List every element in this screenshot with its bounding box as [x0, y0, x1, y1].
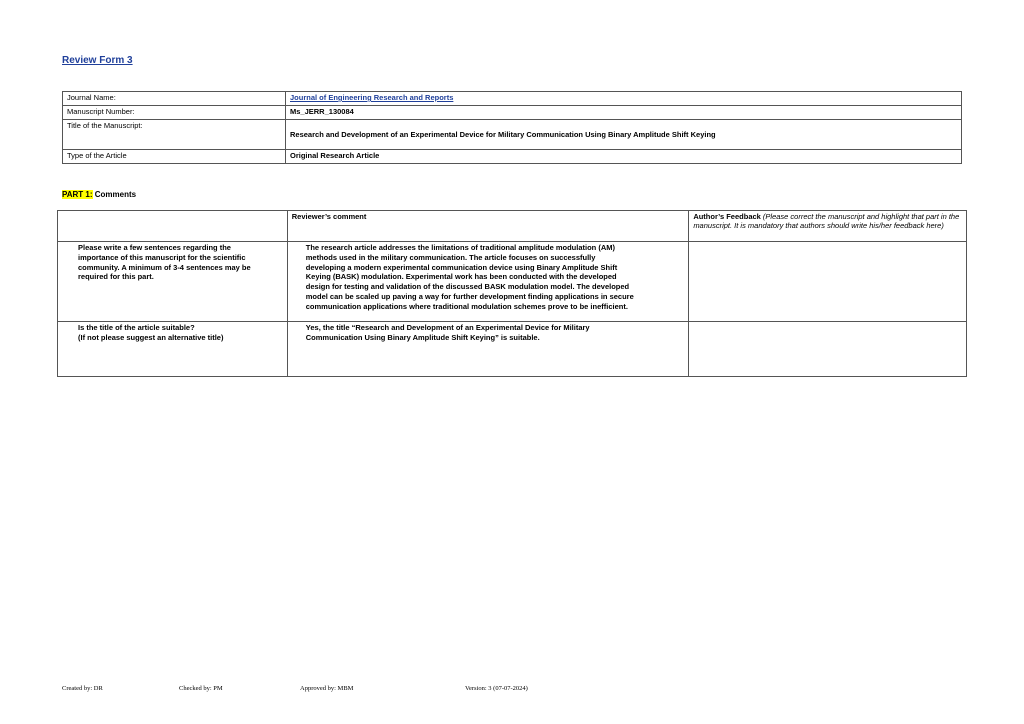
author-feedback-cell[interactable] — [689, 242, 967, 322]
comment-line: design for testing and validation of the discussed BASK modulation model. The developed — [305, 282, 630, 291]
part-number-highlight: PART 1: — [62, 190, 93, 199]
question-line: Please write a few sentences regarding the — [78, 243, 231, 252]
manuscript-title-cell — [286, 120, 962, 150]
manuscript-number-label: Manuscript Number: — [63, 106, 286, 120]
question-line: Is the title of the article suitable? — [78, 323, 195, 332]
question-cell — [58, 242, 288, 322]
reviewer-comment-header: Reviewer’s comment — [287, 211, 689, 242]
footer-created-by: Created by: DR — [62, 685, 103, 692]
footer-version: Version: 3 (07-07-2024) — [465, 685, 528, 692]
question-line: importance of this manuscript for the scientific — [78, 252, 246, 262]
question-cell — [58, 322, 288, 377]
comment-line: Keying (BASK) modulation. Experimental work has been conducted with the developed — [305, 272, 617, 282]
comments-table — [57, 210, 967, 377]
footer-checked-by: Checked by: PM — [179, 685, 223, 692]
comment-row — [58, 322, 967, 377]
comment-line: Communication Using Binary Amplitude Shift Keying” is suitable. — [305, 332, 540, 342]
manuscript-number-row — [63, 106, 962, 120]
question-line: required for this part. — [78, 272, 154, 282]
part-heading — [62, 190, 136, 199]
comment-line: developing a modern experimental communication device using Binary Amplitude Shift — [305, 262, 618, 272]
empty-header-cell — [58, 211, 288, 242]
comment-row — [58, 242, 967, 322]
article-type-row — [63, 150, 962, 164]
manuscript-info-table — [62, 91, 962, 164]
question-line: (If not please suggest an alternative title) — [78, 332, 224, 342]
article-type-value: Original Research Article — [286, 150, 962, 164]
comments-header-row — [58, 211, 967, 242]
comment-line: methods used in the military communication. The article focuses on successfully — [305, 252, 596, 262]
journal-link[interactable]: Journal of Engineering Research and Reports — [290, 93, 454, 102]
reviewer-comment-cell — [287, 242, 689, 322]
comment-line: communication applications where traditional modulation schemes prove to be inefficient. — [305, 301, 628, 311]
manuscript-number-value: Ms_JERR_130084 — [286, 106, 962, 120]
manuscript-title-row — [63, 120, 962, 150]
author-feedback-header: Author’s Feedback — [693, 212, 761, 221]
comment-line: model can be scaled up paving a way for further development finding applications in secure — [305, 291, 634, 301]
author-feedback-note: (Please correct the manuscript and highlight that part in the manuscript. It is mandatory that authors should write his/her feedback here) — [693, 212, 960, 230]
author-feedback-header-cell — [689, 211, 967, 242]
journal-label: Journal Name: — [63, 92, 286, 106]
form-title: Review Form 3 — [62, 55, 133, 66]
journal-row — [63, 92, 962, 106]
comment-line: The research article addresses the limitations of traditional amplitude modulation (AM) — [305, 243, 615, 252]
journal-value-cell — [286, 92, 962, 106]
comment-line: Yes, the title “Research and Development of an Experimental Device for Military — [305, 323, 590, 332]
question-line: community. A minimum of 3-4 sentences may be — [78, 262, 251, 272]
reviewer-comment-cell — [287, 322, 689, 377]
article-type-label: Type of the Article — [63, 150, 286, 164]
part-label: Comments — [92, 190, 137, 199]
author-feedback-cell[interactable] — [689, 322, 967, 377]
footer-approved-by: Approved by: MBM — [300, 685, 354, 692]
manuscript-title-value: Research and Development of an Experimental Device for Military Communication Using Binary Amplitude Shift Keying — [290, 130, 716, 139]
manuscript-title-label: Title of the Manuscript: — [63, 120, 286, 150]
